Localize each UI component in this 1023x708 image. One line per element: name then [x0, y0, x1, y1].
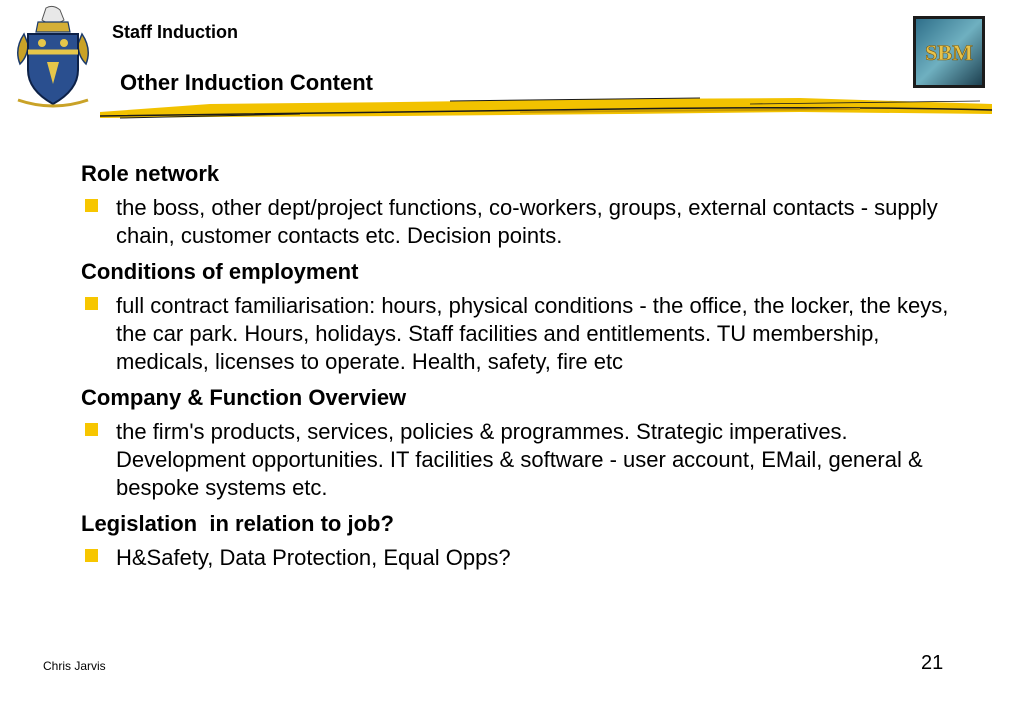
section-heading: Role network: [81, 161, 220, 186]
section-heading: Company & Function Overview: [81, 385, 407, 410]
slide-body: [81, 160, 961, 580]
sbm-logo-text: SBM: [925, 40, 973, 65]
footer-author: Chris Jarvis: [43, 659, 106, 673]
section-conditions-of-employment: [81, 258, 961, 376]
section-company-function-overview: [81, 384, 961, 502]
university-crest-logo: [14, 4, 92, 110]
bullet-item: [81, 418, 961, 502]
bullet-text: the firm's products, services, policies & programmes. Strategic imperatives. Development opportunities. IT facilities & software - user account, EMail, general & bespoke systems etc.: [116, 419, 923, 500]
square-bullet-icon: [85, 199, 98, 212]
square-bullet-icon: [85, 423, 98, 436]
section-heading: Conditions of employment: [81, 259, 359, 284]
section-heading: Legislation in relation to job?: [81, 511, 394, 536]
slide-title: Other Induction Content: [120, 70, 373, 95]
square-bullet-icon: [85, 549, 98, 562]
bullet-item: [81, 544, 961, 572]
brush-underline: [100, 92, 992, 124]
page-number: 21: [921, 652, 944, 674]
bullet-text: full contract familiarisation: hours, physical conditions - the office, the locker, the keys, the car park. Hours, holidays. Staff facilities and entitlements. TU membership, medicals, licenses to operate. Health, safety, fire etc: [116, 293, 949, 374]
bullet-text: the boss, other dept/project functions, co-workers, groups, external contacts - supply chain, customer contacts etc. Decision points.: [116, 195, 938, 248]
section-role-network: [81, 160, 961, 250]
bullet-text: H&Safety, Data Protection, Equal Opps?: [116, 545, 511, 570]
bullet-item: [81, 292, 961, 376]
square-bullet-icon: [85, 297, 98, 310]
deck-kicker: Staff Induction: [112, 22, 238, 42]
bullet-item: [81, 194, 961, 250]
section-legislation: [81, 510, 961, 572]
sbm-logo: [913, 16, 985, 88]
